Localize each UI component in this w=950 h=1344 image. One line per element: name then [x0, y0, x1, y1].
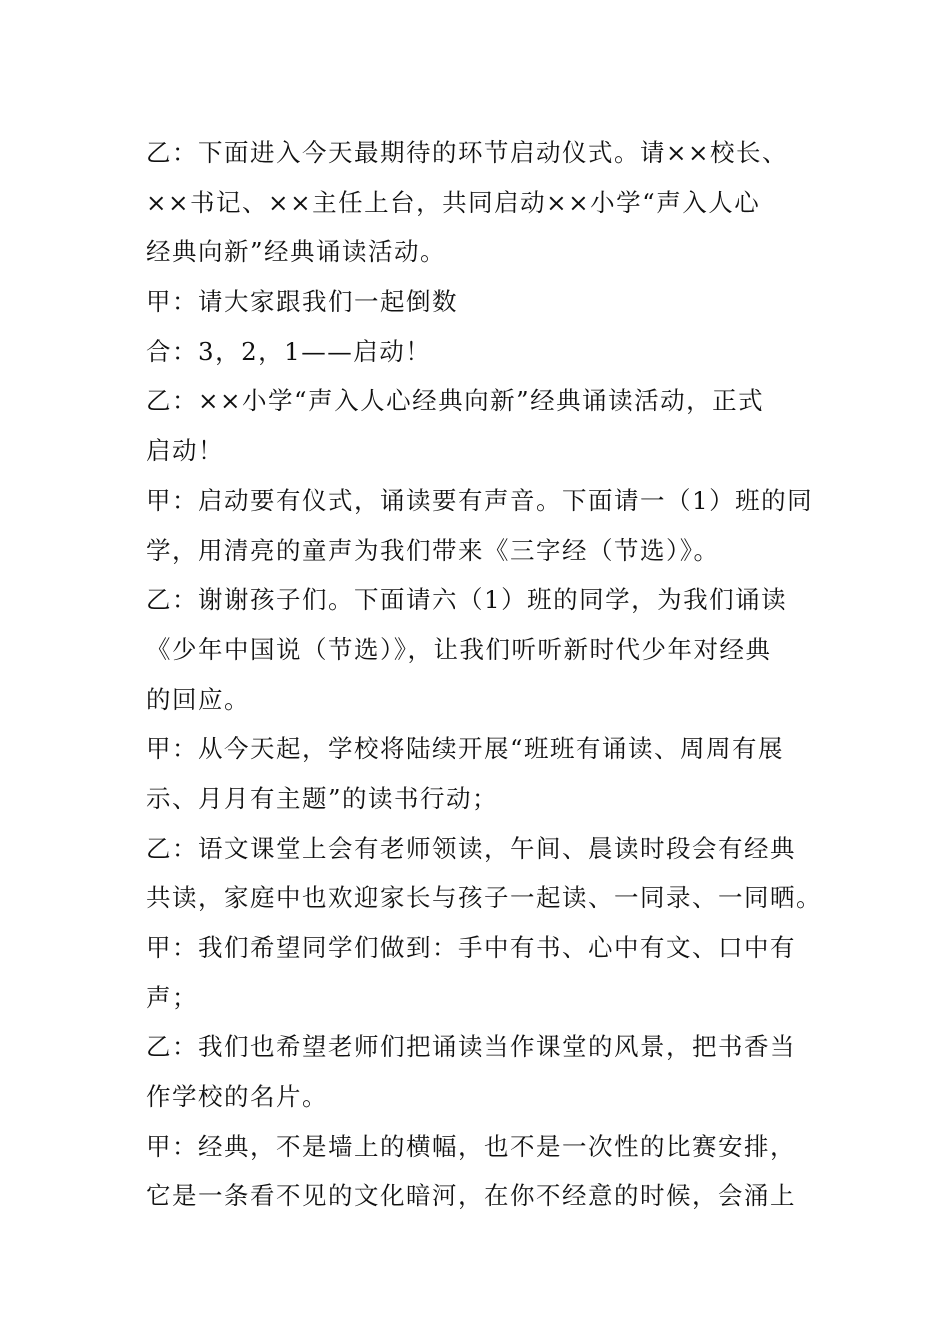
text-line: 的回应。 — [146, 684, 250, 714]
text-line: 乙：谢谢孩子们。下面请六（1）班的同学，为我们诵读 — [146, 585, 788, 615]
text-line: 示、月月有主题”的读书行动； — [146, 783, 499, 813]
text-line: 声； — [146, 982, 198, 1012]
text-line: 《少年中国说（节选）》，让我们听听新时代少年对经典 — [146, 634, 772, 664]
document-body — [146, 128, 822, 1221]
text-line: 乙：我们也希望老师们把诵读当作课堂的风景，把书香当 — [146, 1032, 796, 1062]
text-line: 合：3，2，1——启动！ — [146, 336, 432, 366]
text-line: 共读，家庭中也欢迎家长与孩子一起读、一同录、一同晒。 — [146, 883, 822, 913]
text-line: 作学校的名片。 — [146, 1082, 328, 1112]
text-line: 经典向新”经典诵读活动。 — [146, 237, 447, 267]
text-line: 启动！ — [146, 436, 224, 466]
text-line: 甲：从今天起，学校将陆续开展“班班有诵读、周周有展 — [146, 734, 785, 764]
text-line: 乙：下面进入今天最期待的环节启动仪式。请××校长、 — [146, 138, 789, 167]
text-line: 甲：经典，不是墙上的横幅，也不是一次性的比赛安排， — [146, 1131, 796, 1161]
text-line: 它是一条看不见的文化暗河，在你不经意的时候，会涌上 — [146, 1181, 796, 1211]
text-line: 甲：我们希望同学们做到：手中有书、心中有文、口中有 — [146, 933, 796, 962]
text-line: 乙：××小学“声入人心经典向新”经典诵读活动，正式 — [146, 386, 765, 416]
text-line: 甲：启动要有仪式，诵读要有声音。下面请一（1）班的同 — [146, 485, 814, 515]
text-line: 甲：请大家跟我们一起倒数 — [146, 287, 458, 317]
text-line: 乙：语文课堂上会有老师领读，午间、晨读时段会有经典 — [146, 833, 796, 863]
text-line: ××书记、××主任上台，共同启动××小学“声入人心 — [146, 187, 761, 217]
text-line: 学，用清亮的童声为我们带来《三字经（节选）》。 — [146, 535, 720, 565]
